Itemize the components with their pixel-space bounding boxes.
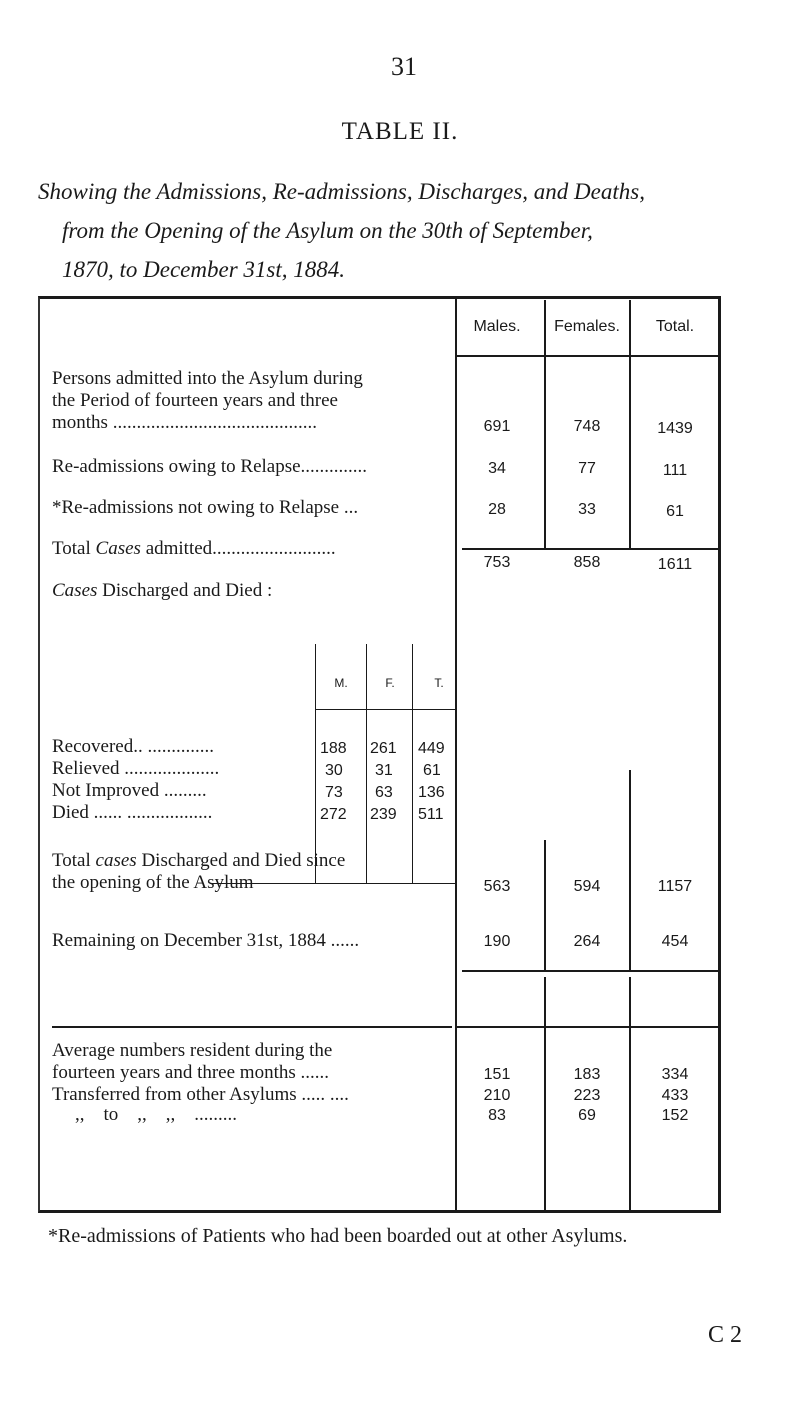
subtable-row-relieved-t: 61 xyxy=(423,762,441,779)
row-total-discharged-total: 1157 xyxy=(657,878,693,895)
row-readmit-not-relapse-females: 33 xyxy=(578,501,596,518)
subtable-row-not-improved-t: 136 xyxy=(418,784,445,801)
row-average-females: 183 xyxy=(573,1066,601,1083)
footnote: *Re-admissions of Patients who had been boarded out at other Asylums. xyxy=(48,1225,628,1247)
subtable-row-recovered-f: 261 xyxy=(370,740,397,757)
row-admitted-label-1: Persons admitted into the Asylum during xyxy=(52,368,363,389)
subtable-row-recovered-label: Recovered.. .............. xyxy=(52,736,214,757)
subtable-row-relieved-m: 30 xyxy=(325,762,343,779)
subtable-rule-1 xyxy=(315,644,316,884)
subtable-row-died-t: 511 xyxy=(418,806,444,823)
row-total-discharged-females: 594 xyxy=(573,878,601,895)
row-transferred-from-females: 223 xyxy=(573,1087,601,1104)
row-readmit-not-relapse-males: 28 xyxy=(488,501,506,518)
subtable-row-died-label: Died ...... .................. xyxy=(52,802,213,823)
row-readmit-relapse-males: 34 xyxy=(488,460,506,477)
signature-mark: C 2 xyxy=(707,1322,742,1348)
subtotal-rule xyxy=(462,548,719,550)
row-average-males: 151 xyxy=(483,1066,511,1083)
row-admitted-males: 691 xyxy=(483,418,511,435)
row-transferred-to-females: 69 xyxy=(578,1107,596,1124)
subtable-row-died-f: 239 xyxy=(370,806,397,823)
caption-line-2: from the Opening of the Asylum on the 30th of September, xyxy=(62,218,593,243)
row-total-admitted-total: 1611 xyxy=(657,556,693,573)
page-number: 31 xyxy=(391,52,417,81)
row-remaining-label: Remaining on December 31st, 1884 ...... xyxy=(52,930,360,951)
subtable-rule-2 xyxy=(366,644,367,884)
discharged-heading: Cases Discharged and Died : xyxy=(52,580,273,601)
row-transferred-from-males: 210 xyxy=(483,1087,511,1104)
row-remaining-total: 454 xyxy=(661,933,689,950)
caption-line-1: Showing the Admissions, Re-admissions, Discharges, and Deaths, xyxy=(38,179,645,204)
subtable-row-relieved-f: 31 xyxy=(375,762,393,779)
row-readmit-not-relapse-label: *Re-admissions not owing to Relapse ... xyxy=(52,497,359,518)
row-admitted-females: 748 xyxy=(573,418,601,435)
caption-line-3: 1870, to December 31st, 1884. xyxy=(62,257,345,282)
subtable-row-not-improved-label: Not Improved ......... xyxy=(52,780,207,801)
subtable-row-died-m: 272 xyxy=(320,806,347,823)
row-admitted-total: 1439 xyxy=(657,420,693,437)
table-title: TABLE II. xyxy=(341,118,459,145)
row-total-admitted-males: 753 xyxy=(483,554,511,571)
row-remaining-males: 190 xyxy=(483,933,511,950)
subtable-header-m: M. xyxy=(334,676,348,690)
row-total-discharged-label-2: the opening of the Asylum xyxy=(52,872,254,893)
row-readmit-relapse-label: Re-admissions owing to Relapse.............. xyxy=(52,456,368,477)
subtable-row-recovered-t: 449 xyxy=(418,740,445,757)
row-total-discharged-males: 563 xyxy=(483,878,511,895)
row-transferred-to-males: 83 xyxy=(488,1107,506,1124)
subtable-header-t: T. xyxy=(434,676,444,690)
row-transferred-to-label: ,, to ,, ,, ......... xyxy=(75,1104,238,1125)
remaining-rule-left xyxy=(52,1026,452,1028)
header-total: Total. xyxy=(655,318,695,335)
row-readmit-relapse-females: 77 xyxy=(578,460,596,477)
row-transferred-from-label: Transferred from other Asylums ..... .... xyxy=(52,1084,349,1105)
row-transferred-to-total: 152 xyxy=(661,1107,689,1124)
row-average-total: 334 xyxy=(661,1066,689,1083)
header-rule xyxy=(455,355,721,357)
subtable-row-recovered-m: 188 xyxy=(320,740,347,757)
row-admitted-label-3: months ........................................... xyxy=(52,412,317,433)
header-males: Males. xyxy=(473,318,521,335)
subtable-row-not-improved-m: 73 xyxy=(325,784,343,801)
row-total-discharged-label-1: Total cases Discharged and Died since xyxy=(52,850,346,871)
subtable-row-not-improved-f: 63 xyxy=(375,784,393,801)
row-remaining-females: 264 xyxy=(573,933,601,950)
row-total-admitted-label: Total Cases admitted.......................... xyxy=(52,538,336,559)
header-females: Females. xyxy=(554,318,620,335)
row-average-label-2: fourteen years and three months ...... xyxy=(52,1062,329,1083)
subtable-row-relieved-label: Relieved .................... xyxy=(52,758,220,779)
row-admitted-label-2: the Period of fourteen years and three xyxy=(52,390,338,411)
row-total-admitted-females: 858 xyxy=(573,554,601,571)
row-readmit-relapse-total: 111 xyxy=(662,462,688,479)
remaining-rule-right xyxy=(455,1026,721,1028)
subtable-header-rule xyxy=(315,709,455,710)
table-caption xyxy=(38,172,778,289)
row-readmit-not-relapse-total: 61 xyxy=(666,503,684,520)
discharged-rule xyxy=(462,970,719,972)
row-average-label-1: Average numbers resident during the xyxy=(52,1040,333,1061)
subtable-header-f: F. xyxy=(385,676,395,690)
row-transferred-from-total: 433 xyxy=(661,1087,689,1104)
